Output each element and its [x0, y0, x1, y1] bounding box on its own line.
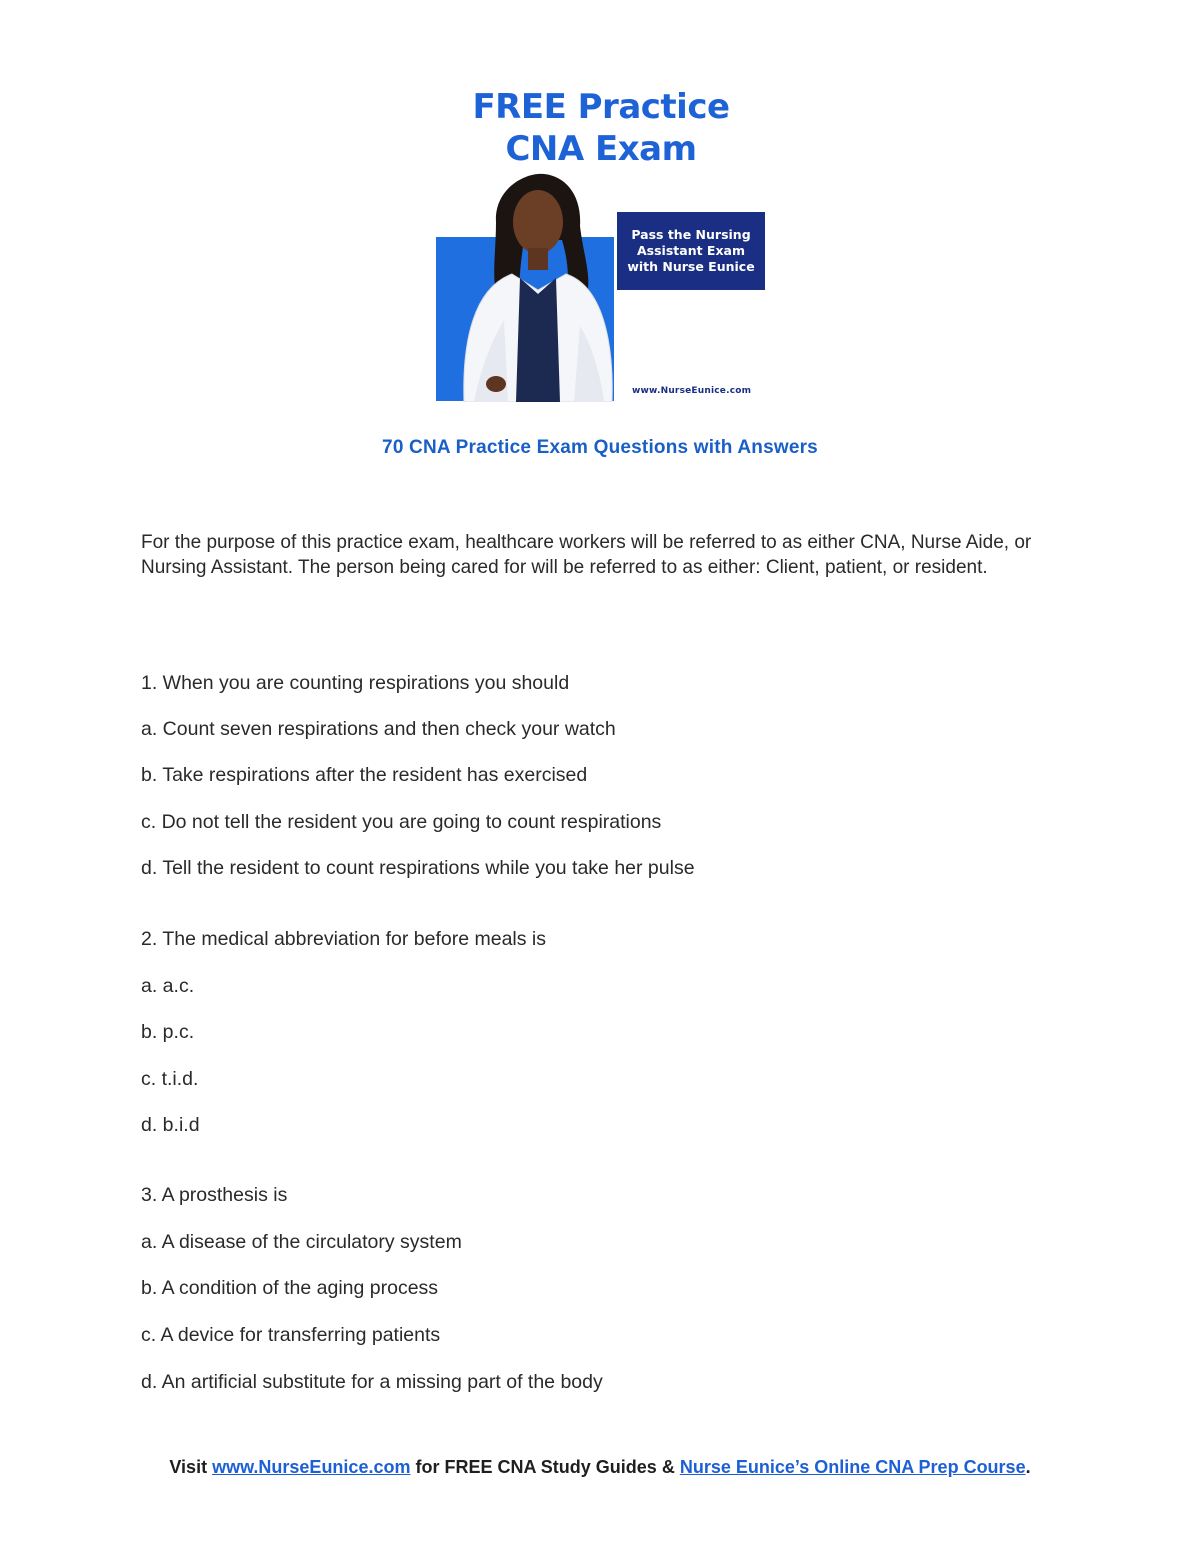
question-2-option-c: c. t.i.d.	[141, 1068, 199, 1090]
question-2: 2. The medical abbreviation for before meals is	[141, 928, 547, 950]
online-prep-course-link[interactable]: Nurse Eunice’s Online CNA Prep Course	[679, 1457, 1026, 1477]
nurse-portrait-icon	[434, 170, 634, 402]
banner-url: www.NurseEunice.com	[632, 386, 752, 396]
footer	[0, 1457, 1200, 1478]
question-3-option-c: c. A device for transferring patients	[141, 1324, 441, 1346]
banner-title-line-1: FREE Practice	[472, 87, 730, 127]
document-title: 70 CNA Practice Exam Questions with Answers	[382, 437, 818, 458]
banner-title	[434, 86, 768, 170]
banner-title-line-2: CNA Exam	[505, 129, 697, 169]
footer-middle-text: for FREE CNA Study Guides &	[410, 1457, 680, 1477]
question-2-option-d: d. b.i.d	[141, 1114, 200, 1136]
banner-image	[434, 80, 768, 402]
nurse-eunice-site-link[interactable]: www.NurseEunice.com	[212, 1457, 411, 1477]
question-3-option-d: d. An artificial substitute for a missing part of the body	[141, 1371, 603, 1393]
question-1-option-c: c. Do not tell the resident you are going to count respirations	[141, 811, 662, 833]
question-1-option-d: d. Tell the resident to count respirations while you take her pulse	[141, 857, 695, 879]
footer-end-text: .	[1025, 1457, 1031, 1477]
question-1-option-b: b. Take respirations after the resident has exercised	[141, 764, 588, 786]
question-2-option-a: a. a.c.	[141, 975, 195, 997]
question-2-option-b: b. p.c.	[141, 1021, 195, 1043]
intro-paragraph: For the purpose of this practice exam, healthcare workers will be referred to as either CNA, Nurse Aide, or Nursing Assistant. The person being cared for will be referred to as either: Client, patient, or resident.	[141, 532, 1032, 578]
question-1: 1. When you are counting respirations you should	[141, 672, 570, 694]
question-1-option-a: a. Count seven respirations and then check your watch	[141, 718, 616, 740]
footer-visit-text: Visit	[169, 1457, 213, 1477]
question-3: 3. A prosthesis is	[141, 1184, 288, 1206]
banner-callout-box: Pass the Nursing Assistant Exam with Nurse Eunice	[617, 212, 765, 290]
question-3-option-a: a. A disease of the circulatory system	[141, 1231, 462, 1253]
question-3-option-b: b. A condition of the aging process	[141, 1277, 439, 1299]
